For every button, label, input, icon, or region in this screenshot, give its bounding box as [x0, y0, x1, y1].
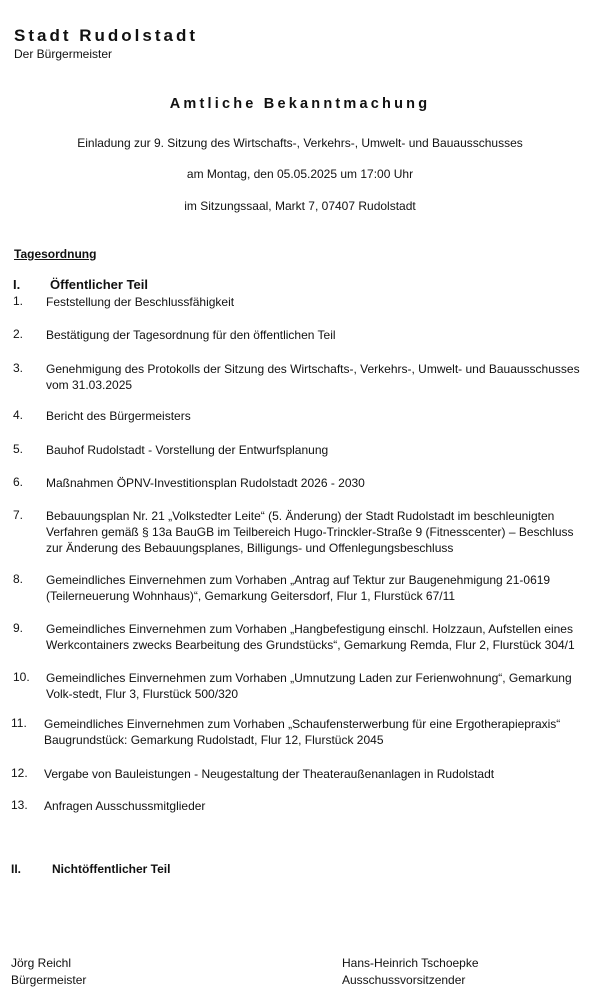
- agenda-item-number: 9.: [13, 621, 24, 635]
- agenda-item-text: Maßnahmen ÖPNV-Investitionsplan Rudolstadt 2026 - 2030: [46, 476, 365, 490]
- agenda-item-text: Genehmigung des Protokolls der Sitzung des Wirtschafts-, Verkehrs-, Umwelt- und Bauausschusses vom 31.03.2025: [46, 362, 580, 392]
- agenda-item-text: Bestätigung der Tagesordnung für den öffentlichen Teil: [46, 328, 336, 342]
- agenda-item-text: Vergabe von Bauleistungen - Neugestaltung der Theateraußenanlagen in Rudolstadt: [44, 767, 495, 781]
- signature-right-name: Hans-Heinrich Tschoepke: [342, 956, 479, 970]
- agenda-item-number: 10.: [13, 670, 30, 684]
- meeting-datetime: am Montag, den 05.05.2025 um 17:00 Uhr: [186, 167, 414, 181]
- agenda-item-number: 1.: [13, 294, 24, 308]
- agenda-item-text: Anfragen Ausschussmitglieder: [44, 799, 206, 813]
- agenda-item-text: Gemeindliches Einvernehmen zum Vorhaben „Schaufensterwerbung für eine Ergotherapiepraxis“ Baugrundstück: Gemarkung Rudolstadt, Flur 12, Flurstück 2045: [44, 717, 561, 747]
- office-title: Der Bürgermeister: [14, 47, 113, 61]
- agenda-item-text: Gemeindliches Einvernehmen zum Vorhaben „Antrag auf Tektur zur Baugenehmigung 21-0619 (Teilerneuerung Wohnhaus)“, Gemarkung Geitersdorf, Flur 1, Flurstück 67/11: [46, 573, 551, 603]
- agenda-item-number: 5.: [13, 442, 24, 456]
- agenda-item-text: Bauhof Rudolstadt - Vorstellung der Entwurfsplanung: [46, 443, 329, 457]
- agenda-item-number: 8.: [13, 572, 24, 586]
- agenda-item-text: Bebauungsplan Nr. 21 „Volkstedter Leite“ (5. Änderung) der Stadt Rudolstadt im beschleunigten Verfahren gemäß § 13a BauGB im Teilbereich Hugo-Trinckler-Straße 9 (Fitnesscenter) – Beschluss zur Änderung des Bebauungsplanes, Billigungs- und Offenlegungsbeschluss: [46, 509, 574, 555]
- signature-left-name: Jörg Reichl: [11, 956, 72, 970]
- signature-left: [11, 955, 86, 989]
- private-section-number: II.: [11, 862, 22, 876]
- agenda-item-text: Bericht des Bürgermeisters: [46, 409, 191, 423]
- agenda-item-number: 11.: [11, 716, 27, 730]
- agenda-item-number: 4.: [13, 408, 24, 422]
- signature-left-role: Bürgermeister: [11, 973, 87, 987]
- public-section-title: Öffentlicher Teil: [50, 277, 148, 292]
- signature-right: [342, 955, 479, 989]
- agenda-item-number: 7.: [13, 508, 24, 522]
- agenda-item-number: 2.: [13, 327, 24, 341]
- agenda-item-number: 3.: [13, 361, 24, 375]
- signature-right-role: Ausschussvorsitzender: [342, 973, 466, 987]
- notice-title: Amtliche Bekanntmachung: [169, 96, 431, 112]
- agenda-item-text: Gemeindliches Einvernehmen zum Vorhaben „Umnutzung Laden zur Ferienwohnung“, Gemarkung Volk-stedt, Flur 3, Flurstück 500/320: [46, 671, 572, 701]
- public-section-number: I.: [13, 277, 21, 292]
- agenda-item-number: 12.: [11, 766, 28, 780]
- meeting-location: im Sitzungssaal, Markt 7, 07407 Rudolstadt: [184, 199, 416, 213]
- agenda-item-number: 6.: [13, 475, 24, 489]
- city-name: Stadt Rudolstadt: [14, 26, 198, 45]
- invitation-line: Einladung zur 9. Sitzung des Wirtschafts-, Verkehrs-, Umwelt- und Bauausschusses: [77, 136, 523, 150]
- agenda-item-text: Gemeindliches Einvernehmen zum Vorhaben „Hangbefestigung einschl. Holzzaun, Aufstellen eines Werkcontainers zwecks Bearbeitung des Grundstücks“, Gemarkung Remda, Flur 2, Flurstück 304/1: [46, 622, 575, 652]
- agenda-heading: Tagesordnung: [14, 247, 97, 261]
- private-section-title: Nichtöffentlicher Teil: [52, 862, 171, 876]
- agenda-item-number: 13.: [11, 798, 28, 812]
- agenda-item-text: Feststellung der Beschlussfähigkeit: [46, 295, 235, 309]
